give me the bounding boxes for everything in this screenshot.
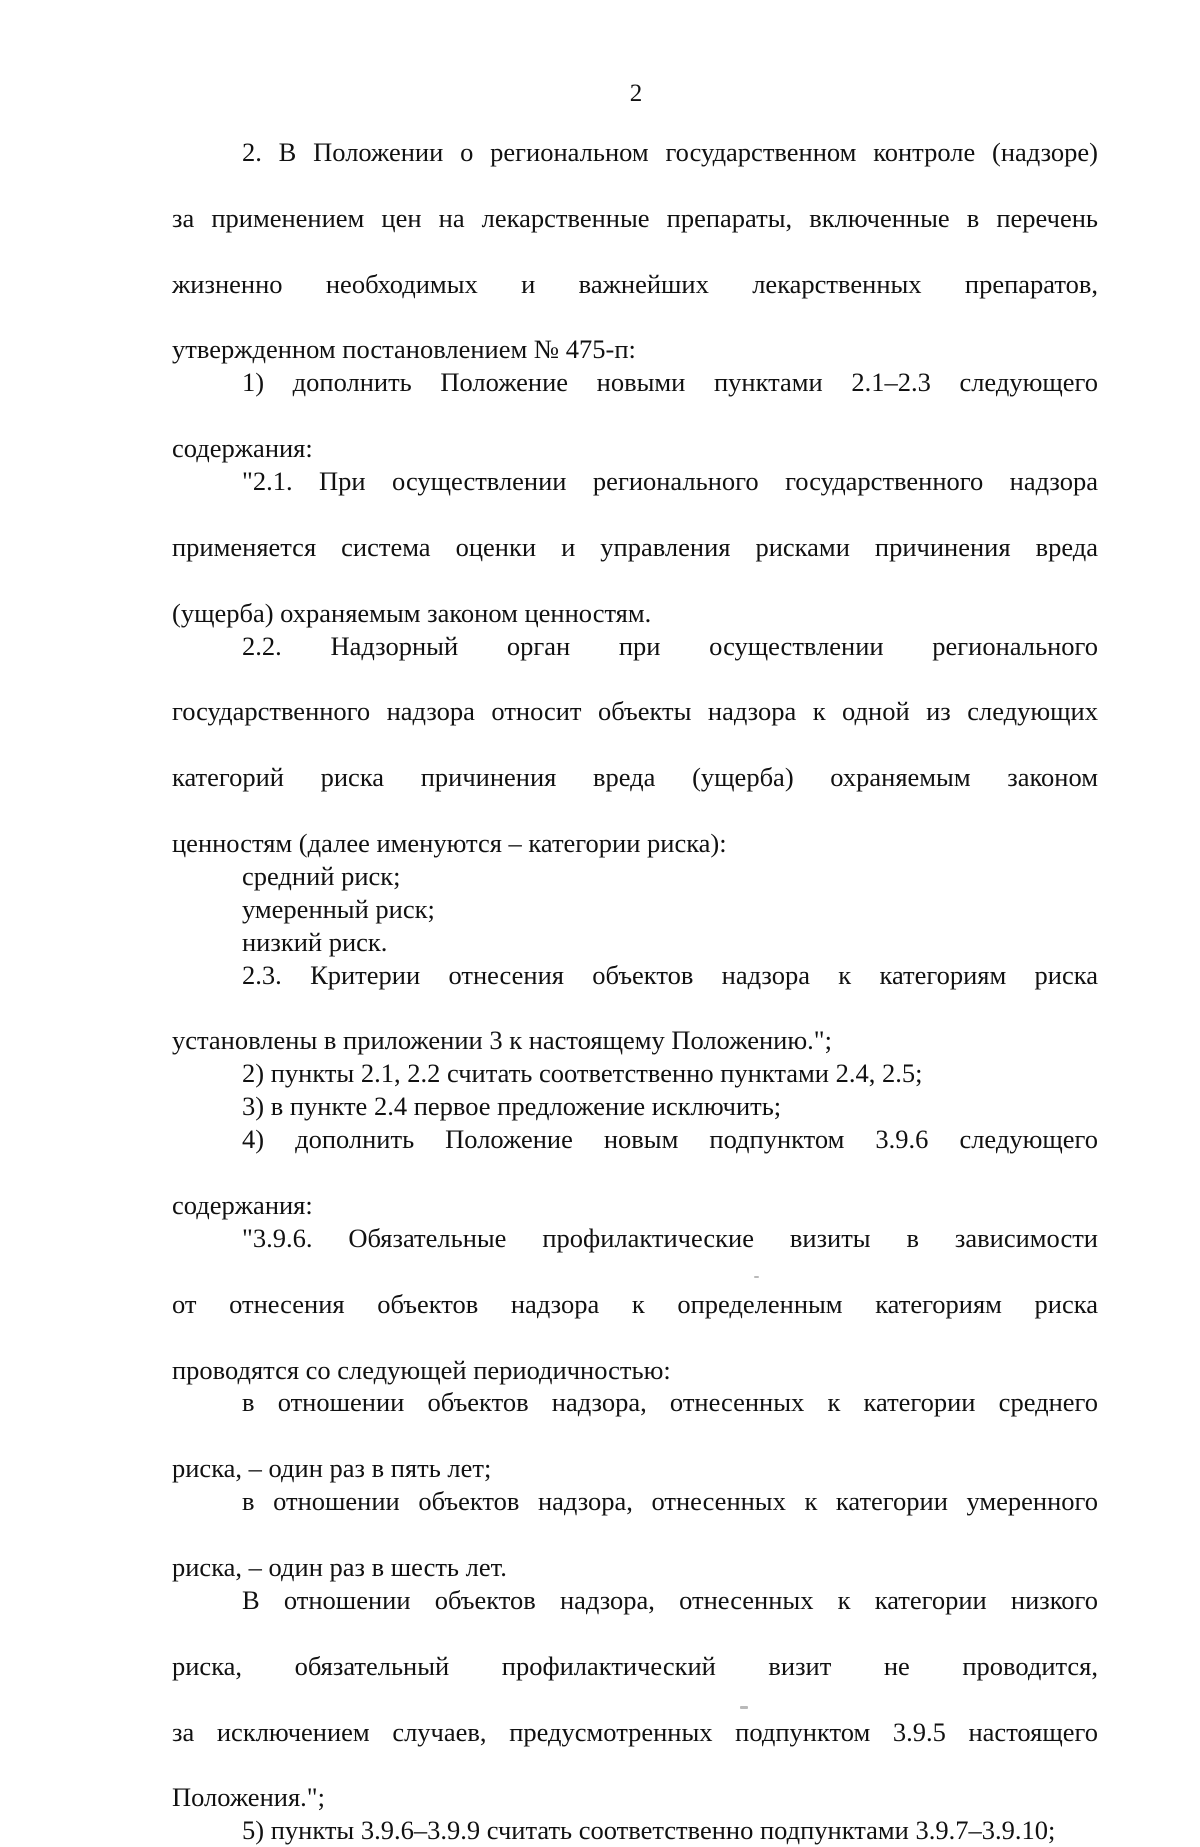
paragraph-line: категорий риска причинения вреда (ущерба) охраняемым законом (172, 762, 1098, 793)
paragraph-line: содержания: (172, 1190, 313, 1220)
paragraph-line: умеренный риск; (242, 893, 435, 924)
paragraph-line: (ущерба) охраняемым законом ценностям. (172, 597, 652, 628)
paragraph-line: от отнесения объектов надзора к определенным категориям риска (172, 1288, 1098, 1319)
paragraph-line: в отношении объектов надзора, отнесенных к категории умеренного (242, 1486, 1098, 1517)
paragraph-line: в отношении объектов надзора, отнесенных к категории среднего (242, 1387, 1098, 1418)
paragraph-line: 2.2. Надзорный орган при осуществлении регионального (242, 630, 1098, 661)
scan-speck (740, 1706, 748, 1709)
paragraph-line: за исключением случаев, предусмотренных подпунктом 3.9.5 настоящего (172, 1716, 1098, 1747)
paragraph-line: В отношении объектов надзора, отнесенных к категории низкого (242, 1584, 1098, 1615)
paragraph-line: применяется система оценки и управления рисками причинения вреда (172, 531, 1098, 562)
paragraph-line: 2) пункты 2.1, 2.2 считать соответственно пунктами 2.4, 2.5; (242, 1058, 923, 1089)
scan-speck (754, 1276, 759, 1278)
paragraph-line: установлены в приложении 3 к настоящему Положению."; (172, 1025, 832, 1056)
paragraph-line: ценностям (далее именуются – категории риска): (172, 828, 727, 859)
paragraph-line: риска, – один раз в шесть лет. (172, 1551, 507, 1582)
document-body (172, 136, 1098, 1847)
paragraph-line: государственного надзора относит объекты надзора к одной из следующих (172, 696, 1098, 727)
paragraph-line: 2. В Положении о региональном государственном контроле (надзоре) (242, 137, 1098, 167)
paragraph-line: 3) в пункте 2.4 первое предложение исключить; (242, 1091, 782, 1122)
paragraph-line: риска, обязательный профилактический визит не проводится, (172, 1650, 1098, 1681)
paragraph-line: 5) пункты 3.9.6–3.9.9 считать соответственно подпунктами 3.9.7–3.9.10; (242, 1815, 1056, 1846)
paragraph-line: жизненно необходимых и важнейших лекарственных препаратов, (172, 268, 1098, 299)
paragraph-line: риска, – один раз в пять лет; (172, 1453, 492, 1484)
paragraph-line: средний риск; (242, 860, 401, 891)
paragraph-line: 1) дополнить Положение новыми пунктами 2.1–2.3 следующего (242, 367, 1098, 398)
paragraph-line: 2.3. Критерии отнесения объектов надзора к категориям риска (242, 959, 1098, 990)
paragraph-line: утвержденном постановлением № 475-п: (172, 334, 636, 365)
paragraph-line: проводятся со следующей периодичностью: (172, 1354, 671, 1385)
paragraph-line: за применением цен на лекарственные препараты, включенные в перечень (172, 202, 1098, 233)
paragraph-line: "2.1. При осуществлении регионального государственного надзора (242, 466, 1098, 497)
paragraph-line: Положения."; (172, 1782, 325, 1813)
paragraph-line: содержания: (172, 433, 313, 464)
paragraph-line: 4) дополнить Положение новым подпунктом 3.9.6 следующего (242, 1124, 1098, 1155)
paragraph-line: низкий риск. (242, 926, 388, 957)
page-number: 2 (629, 80, 643, 107)
paragraph-line: "3.9.6. Обязательные профилактические визиты в зависимости (242, 1222, 1098, 1253)
